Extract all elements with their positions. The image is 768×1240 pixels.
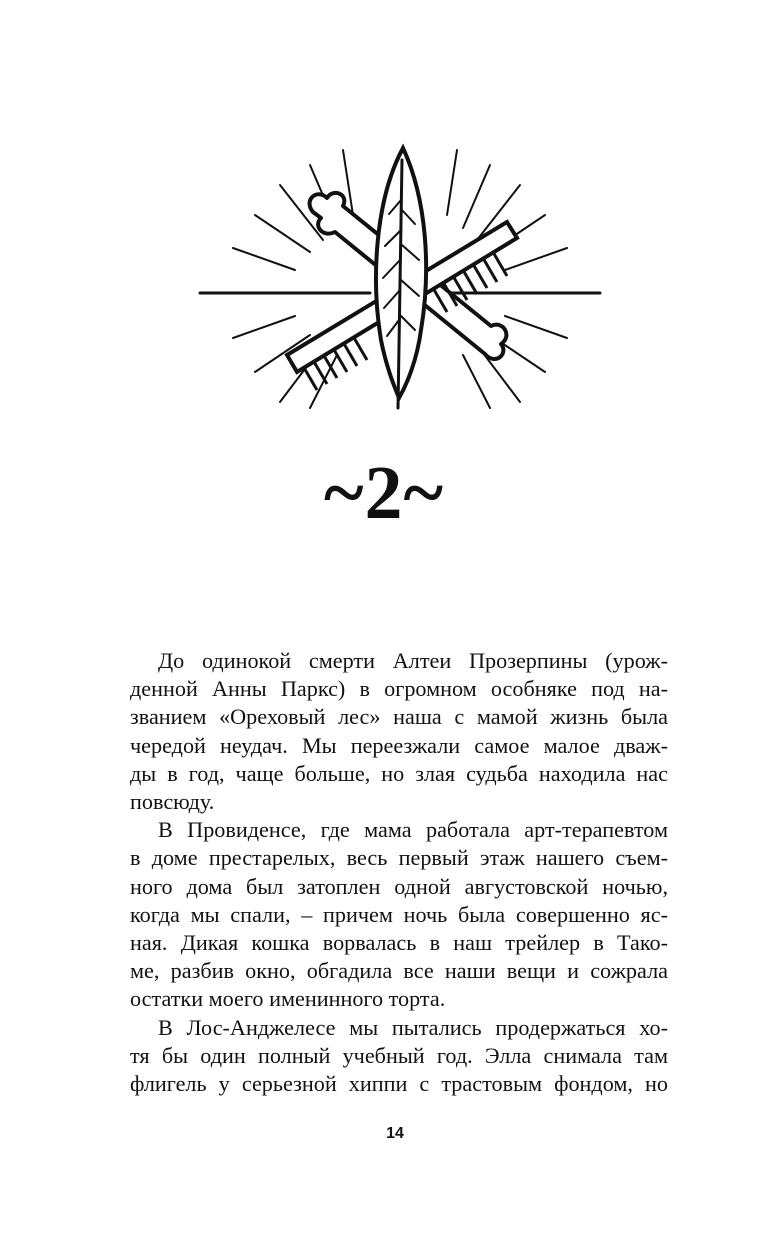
text-line: ная. Дикая кошка ворвалась в наш трейлер в Тако- — [130, 930, 668, 956]
feather-icon — [376, 148, 426, 408]
text-line: В Провиденсе, где мама работала арт-терапевтом — [158, 817, 668, 843]
text-line: званием «Ореховый лес» наша с мамой жизнь была — [130, 704, 668, 730]
text-line: когда мы спали, – причем ночь была совершенно яс- — [130, 901, 668, 927]
text-line: тя бы один полный учебный год. Элла снимала там — [130, 1042, 668, 1068]
paragraph — [130, 1014, 668, 1099]
text-line: ного дома был затоплен одной августовской ночью, — [130, 873, 668, 899]
paragraph — [130, 816, 668, 1013]
chapter-number: ~2~ — [323, 451, 445, 535]
paragraph — [130, 647, 668, 816]
text-line: в доме престарелых, весь первый этаж нашего съем- — [130, 845, 668, 871]
text-line: денной Анны Паркс) в огромном особняке под на- — [130, 676, 668, 702]
text-line: До одинокой смерти Алтеи Прозерпины (урож- — [158, 648, 668, 673]
body-text — [130, 647, 668, 1098]
text-line: В Лос-Анджелесе мы пытались продержаться хо- — [158, 1014, 668, 1040]
text-line: ме, разбив окно, обгадила все наши вещи и сожрала — [130, 958, 668, 984]
text-line: ды в год, чаще больше, но злая судьба находила нас — [130, 760, 668, 786]
chapter-emblem — [195, 140, 605, 410]
text-line: повсюду. — [130, 789, 215, 815]
page-number: 14 — [386, 1125, 404, 1142]
text-line: остатки моего именинного торта. — [130, 986, 446, 1012]
text-line: флигель у серьезной хиппи с трастовым фондом, но — [130, 1071, 668, 1097]
text-line: чередой неудач. Мы переезжали самое малое дваж- — [130, 732, 668, 758]
